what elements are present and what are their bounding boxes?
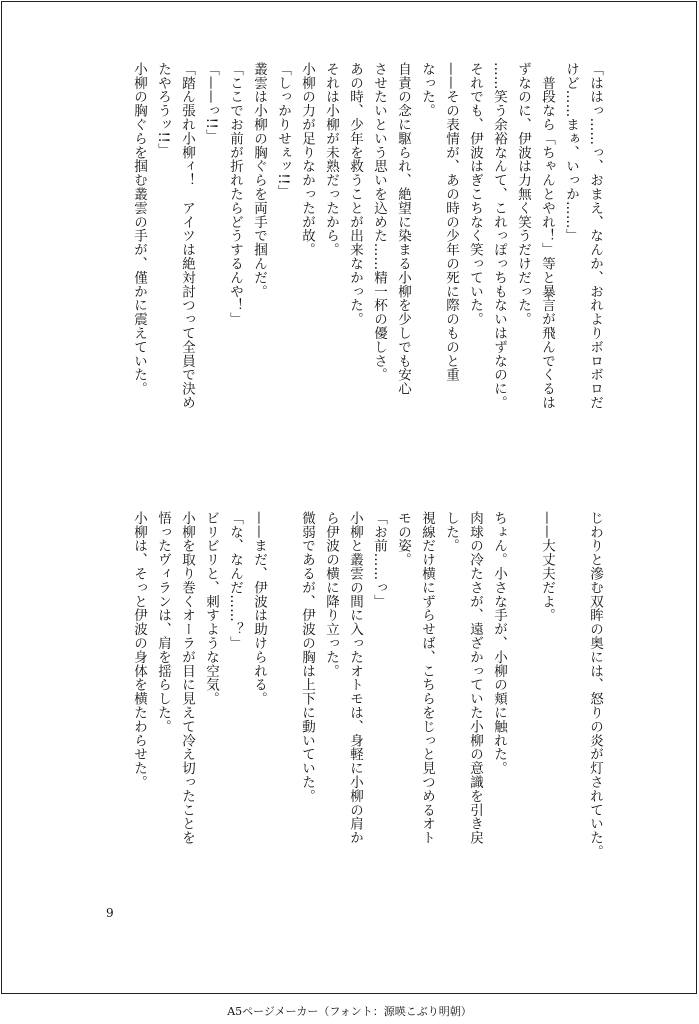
- blank-line: [559, 511, 583, 859]
- text-line: それは小柳が未熟だったから。: [323, 62, 339, 257]
- blank-line: [511, 511, 535, 859]
- text-line: 普段なら「ちゃんとやれ！」等と暴言が飛んでくるは: [539, 62, 555, 410]
- text-line: 悟ったヴィランは、肩を揺らした。: [155, 511, 171, 734]
- text-line: 小柳の力が足りなかったが故。: [299, 62, 315, 257]
- text-line: 肉球の冷たさが、遠ざかっていた小柳の意識を引き戻: [467, 511, 483, 845]
- text-line: じわりと滲む双眸の奥には、怒りの炎が灯されていた。: [587, 511, 603, 859]
- text-line: あの時、少年を救うことが出来なかった。: [347, 62, 363, 327]
- text-line: なった。: [419, 62, 435, 118]
- text-line: 視線だけ横にずらせば、こちらをじっと見つめるオト: [419, 511, 435, 845]
- text-line: 「ははっ……っ、おまえ、なんか、おれよりボロボロだ: [587, 62, 603, 410]
- text-line: 叢雲は小柳の胸ぐらを両手で掴んだ。: [251, 62, 267, 299]
- text-line: 小柳の胸ぐらを掴む叢雲の手が、僅かに震えていた。: [131, 62, 147, 396]
- text-line: 自責の念に駆られ、絶望に染まる小柳を少しでも安心: [395, 62, 411, 396]
- text-line: 微弱であるが、伊波の胸は上下に動いていた。: [299, 511, 315, 803]
- text-line: 「な、なんだ……？」: [227, 511, 243, 650]
- page-number: 9: [106, 906, 114, 920]
- text-line: ビリビリと、刺すような空気。: [203, 511, 219, 706]
- blank-line: [271, 511, 295, 859]
- text-line: たやろうッ!!」: [155, 62, 171, 158]
- text-line: けど……まぁ、いっか……」: [563, 62, 579, 243]
- text-line: した。: [443, 511, 459, 553]
- text-line: 小柳を取り巻くオーラが目に見えて冷え切ったことを: [179, 511, 195, 845]
- text-line: それでも、伊波はぎこちなく笑っていた。: [467, 62, 483, 327]
- text-line: 「しっかりせぇッ!!」: [275, 62, 291, 199]
- text-line: 小柳は、そっと伊波の身体を横たわらせた。: [131, 511, 147, 789]
- text-line: 「踏ん張れ小柳ィ！ アイツは絶対討つって全員で決め: [179, 62, 195, 410]
- text-line: 「——っ!!」: [203, 62, 219, 144]
- text-line: ——まだ、伊波は助けられる。: [251, 511, 267, 706]
- text-line: 小柳と叢雲の間に入ったオトモは、身軽に小柳の肩か: [347, 511, 363, 845]
- text-line: ……笑う余裕なんて、これっぽっちもないはずなのに。: [491, 62, 507, 410]
- lower-text-block: [127, 511, 607, 859]
- text-line: ちょん。小さな手が、小柳の頬に触れた。: [491, 511, 507, 776]
- text-line: 「お前……っ」: [371, 511, 387, 609]
- upper-text-block: [127, 62, 607, 410]
- footer-credit: A5ページメーカー（フォント：源暎こぶり明朝）: [227, 1005, 472, 1018]
- text-line: モの姿。: [395, 511, 411, 567]
- text-line: ——その表情が、あの時の少年の死に際のものと重: [443, 62, 459, 382]
- text-line: ら伊波の横に降り立った。: [323, 511, 339, 678]
- text-line: 「ここでお前が折れたらどうするんや！」: [227, 62, 243, 327]
- text-line: させたいという思いを込めた……精一杯の優しさ。: [371, 62, 387, 382]
- text-line: ずなのに、伊波は力無く笑うだけだった。: [515, 62, 531, 327]
- text-line: ——大丈夫だよ。: [539, 511, 555, 623]
